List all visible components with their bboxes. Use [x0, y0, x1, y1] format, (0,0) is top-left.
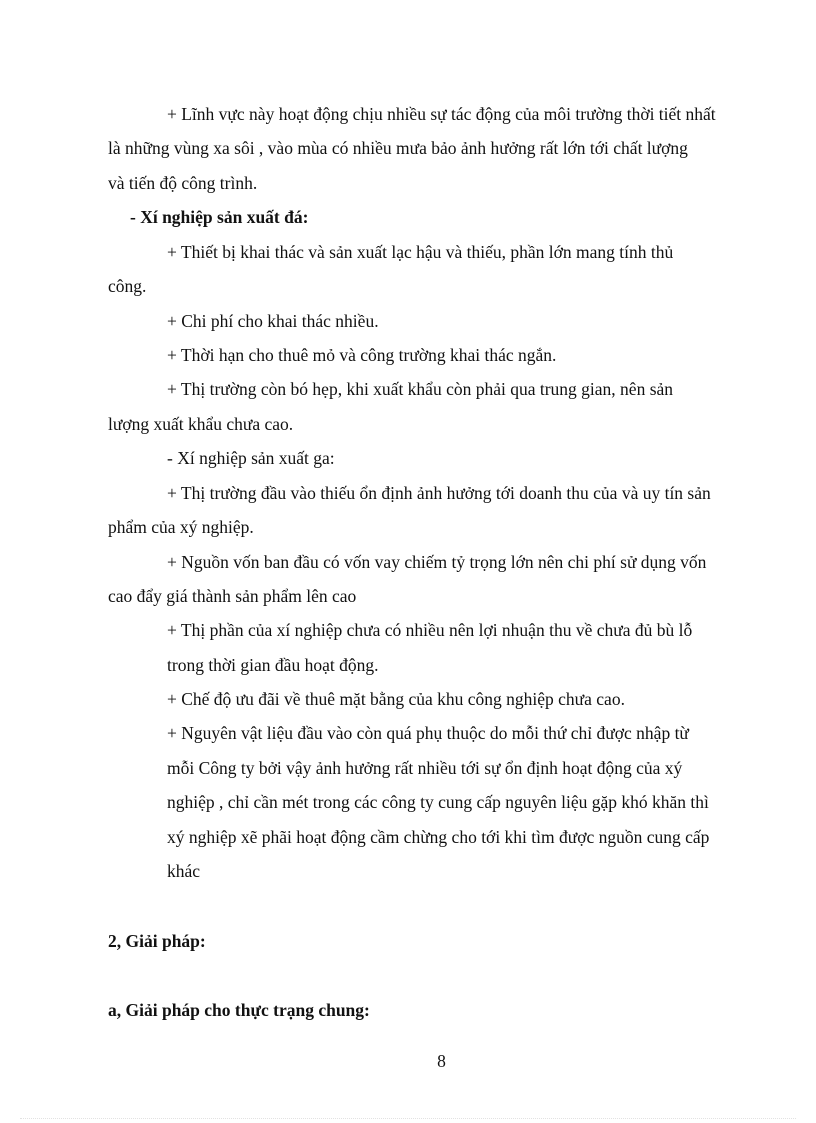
paragraph-line: trong thời gian đầu hoạt động.: [167, 655, 379, 675]
paragraph-line: + Thị trường đầu vào thiếu ổn định ảnh hưởng tới doanh thu của và uy tín sản: [167, 483, 711, 503]
subheading-xi-nghiep-ga: - Xí nghiệp sản xuất ga:: [167, 448, 335, 468]
section-heading-giai-phap: 2, Giải pháp:: [108, 931, 206, 951]
paragraph-line: + Thiết bị khai thác và sản xuất lạc hậu và thiếu, phần lớn mang tính thủ: [167, 242, 674, 262]
paragraph-line: + Lĩnh vực này hoạt động chịu nhiều sự tác động của môi trường thời tiết nhất: [167, 104, 716, 124]
paragraph-line: + Thời hạn cho thuê mỏ và công trường khai thác ngắn.: [167, 345, 557, 365]
page-bottom-divider: [20, 1118, 796, 1119]
page-number: 8: [437, 1051, 446, 1071]
paragraph-line: + Chế độ ưu đãi về thuê mặt bằng của khu công nghiệp chưa cao.: [167, 689, 625, 709]
section-heading-giai-phap-chung: a, Giải pháp cho thực trạng chung:: [108, 1000, 370, 1020]
paragraph-line: nghiệp , chỉ cần mét trong các công ty cung cấp nguyên liệu gặp khó khăn thì: [167, 792, 709, 812]
subheading-xi-nghiep-da: - Xí nghiệp sản xuất đá:: [130, 207, 309, 227]
paragraph-line: + Chi phí cho khai thác nhiều.: [167, 311, 379, 331]
paragraph-line: + Nguồn vốn ban đầu có vốn vay chiếm tỷ trọng lớn nên chi phí sử dụng vốn: [167, 552, 707, 572]
paragraph-line: mỗi Công ty bởi vậy ảnh hưởng rất nhiều tới sự ổn định hoạt động của xý: [167, 758, 683, 778]
paragraph-line: + Nguyên vật liệu đầu vào còn quá phụ thuộc do mỗi thứ chỉ được nhập từ: [167, 723, 689, 743]
paragraph-line: công.: [108, 276, 147, 296]
paragraph-line: khác: [167, 861, 201, 881]
paragraph-line: cao đẩy giá thành sản phẩm lên cao: [108, 586, 357, 606]
paragraph-line: và tiến độ công trình.: [108, 173, 258, 193]
paragraph-line: lượng xuất khẩu chưa cao.: [108, 414, 294, 434]
paragraph-line: xý nghiệp xẽ phãi hoạt động cầm chừng cho tới khi tìm được nguồn cung cấp: [167, 827, 710, 847]
paragraph-line: + Thị phần của xí nghiệp chưa có nhiều nên lợi nhuận thu về chưa đủ bù lỗ: [167, 620, 693, 640]
paragraph-line: là những vùng xa sôi , vào mùa có nhiều mưa bảo ảnh hưởng rất lớn tới chất lượng: [108, 138, 688, 158]
paragraph-line: + Thị trường còn bó hẹp, khi xuất khẩu còn phải qua trung gian, nên sản: [167, 379, 674, 399]
paragraph-line: phẩm của xý nghiệp.: [108, 517, 254, 537]
